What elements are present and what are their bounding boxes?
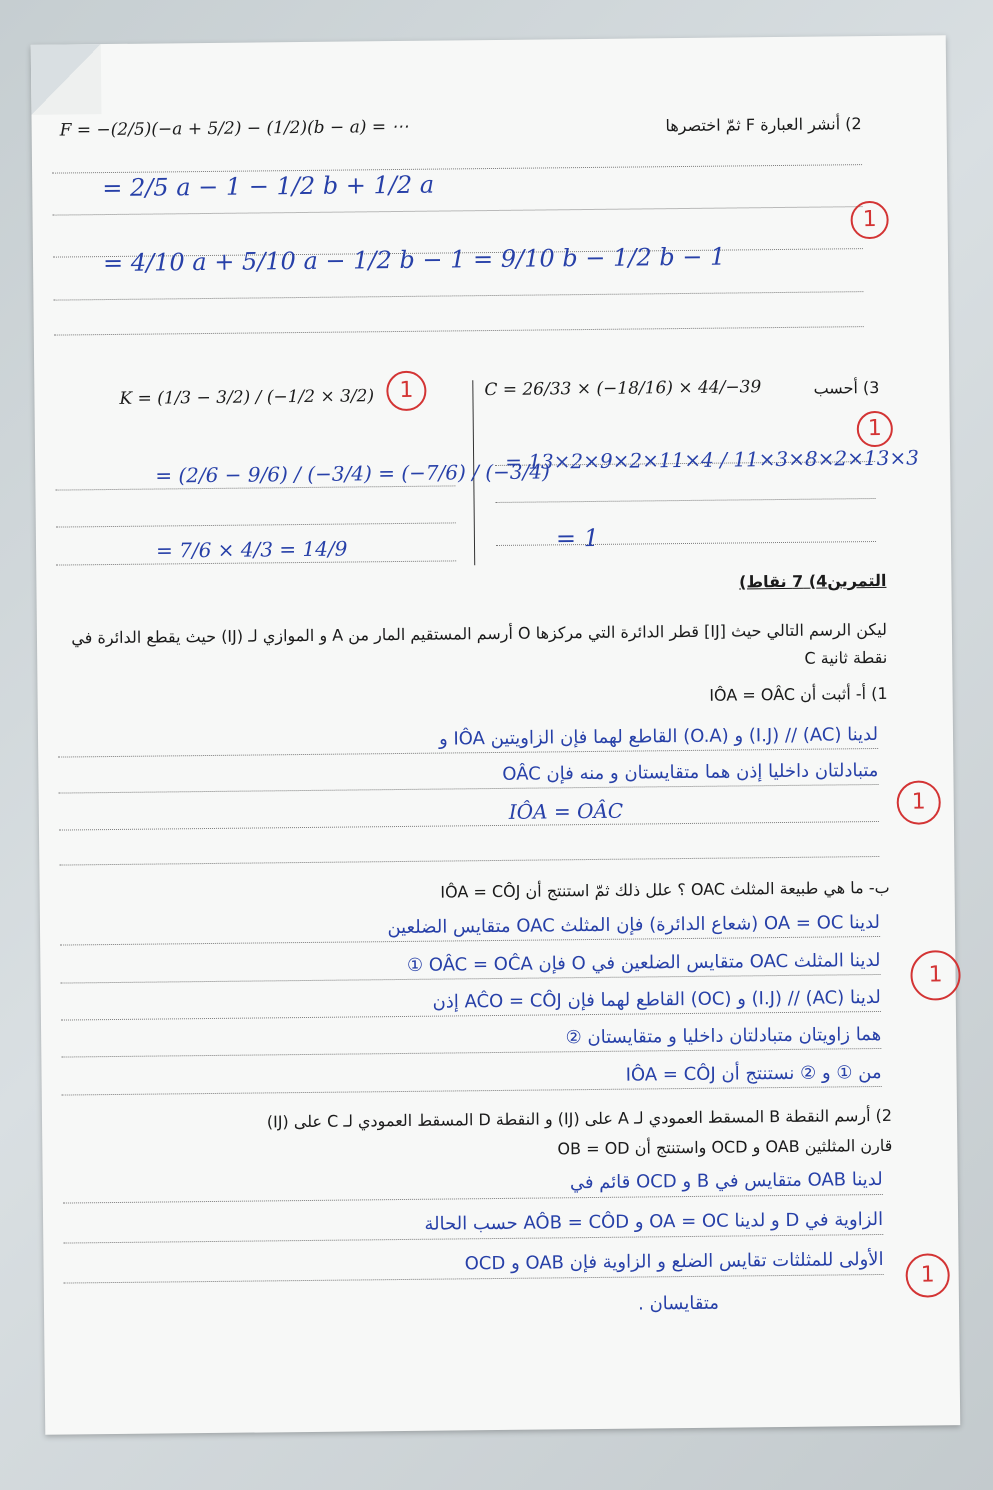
part1a-grade-circle: 1 bbox=[897, 780, 941, 824]
k-handwritten-line2: = 7/6 × 4/3 = 14/9 bbox=[155, 536, 348, 563]
answer1b-line1: لدينا OA = OC (شعاع الدائرة) فإن المثلث OAC متقايس الضلعين bbox=[387, 911, 881, 939]
answer1b-line2: لدينا المثلث OAC متقايس الضلعين في O فإن OÂC = OĈA ① bbox=[406, 949, 881, 976]
k-expression: K = (1/3 − 3/2) / (−1/2 × 3/2) bbox=[119, 386, 375, 409]
answer-line bbox=[54, 326, 864, 335]
folded-corner bbox=[31, 44, 102, 115]
answer-line bbox=[63, 1194, 883, 1204]
answer-line bbox=[61, 974, 881, 984]
part1a-question: 1) أ- أثبت أن IÔA = OÂC bbox=[709, 683, 888, 705]
k-grade-circle: 1 bbox=[386, 371, 426, 411]
answer1a-line3: IÔA = OÂC bbox=[508, 798, 624, 824]
answer2-line2: الزاوية في D و لدينا OA = OC و AÔB = CÔD حسب الحالة bbox=[424, 1208, 884, 1235]
answer2-line1: لدينا OAB متقايس في B و OCD قائم في bbox=[569, 1168, 883, 1194]
answer-line bbox=[53, 206, 863, 215]
answer-line bbox=[59, 856, 879, 866]
k-handwritten-line1: = (2/6 − 9/6) / (−3/4) = (−7/6) / (−3/4) bbox=[155, 459, 550, 488]
q2-expression: F = −(2/5)(−a + 5/2) − (1/2)(b − a) = ⋯ bbox=[59, 116, 409, 141]
c-grade-circle: 1 bbox=[857, 411, 893, 447]
q3-label: 3) أحسب bbox=[813, 377, 880, 398]
part1b-question: ب- ما هي طبيعة المثلث OAC ؟ علل ذلك ثمّ استنتج أن IÔA = CÔJ bbox=[440, 877, 890, 902]
q2-handwritten-line2: = 4/10 a + 5/10 a − 1/2 b − 1 = 9/10 b − 1/2 b − 1 bbox=[102, 242, 726, 278]
part2-question: 2) أرسم النقطة B المسقط العمودي لـ A على (IJ) و النقطة D المسقط العمودي لـ C على (IJ) bbox=[266, 1105, 893, 1132]
answer2-line3: الأولى للمثلثات تقايس الضلع و الزاوية فإن OAB و OCD bbox=[464, 1248, 884, 1275]
answer1a-line2: OÂC متبادلتان داخليا إذن هما متقايستان و منه فإن bbox=[502, 759, 879, 785]
answer1b-line5: من ① و ② نستنتج أن IÔA = CÔJ bbox=[625, 1061, 882, 1086]
q2-label: 2) أنشر العبارة F ثمّ اختصرها bbox=[665, 114, 862, 136]
answer-line bbox=[53, 291, 863, 300]
q2-handwritten-line1: = 2/5 a − 1 − 1/2 b + 1/2 a bbox=[102, 170, 435, 203]
c-handwritten-line1: = 13×2×9×2×11×4 / 11×3×8×2×13×3 bbox=[505, 445, 919, 474]
answer-line bbox=[60, 936, 880, 946]
part2-compare: قارن المثلثين OAB و OCD واستنتج أن OB = OD bbox=[557, 1135, 893, 1159]
answer2-line4: متقايسان . bbox=[637, 1292, 720, 1315]
answer-line bbox=[63, 1234, 883, 1244]
exam-sheet bbox=[31, 35, 961, 1435]
answer-line bbox=[59, 821, 879, 831]
answer1b-line3: لدينا (AC) // (I.J) و (OC) القاطع لهما فإن AĈO = CÔJ إذن bbox=[432, 986, 881, 1013]
answer-line bbox=[52, 164, 862, 173]
answer-line bbox=[496, 541, 876, 546]
c-handwritten-line2: = 1 bbox=[555, 523, 600, 553]
answer-line bbox=[61, 1011, 881, 1021]
answer-line bbox=[64, 1274, 884, 1284]
answer-line bbox=[58, 748, 878, 758]
answer-line bbox=[59, 784, 879, 794]
q2-grade-circle: 1 bbox=[850, 201, 888, 239]
answer-line bbox=[62, 1086, 882, 1096]
answer-line bbox=[61, 1048, 881, 1058]
answer-line bbox=[56, 522, 456, 527]
part1b-grade-circle: 1 bbox=[910, 950, 961, 1001]
exercise4-title: التمرين4) 7 نقاط) bbox=[738, 570, 887, 592]
exercise4-intro: ليكن الرسم التالي حيث [IJ] قطر الدائرة التي مركزها O أرسم المستقيم المار من A و الموازي لـ (IJ) حيث يقطع الدائرة في نقطة ثانية C bbox=[71, 619, 888, 668]
answer1b-line4: هما زاويتان متبادلتان داخليا و متقايستان ② bbox=[565, 1023, 882, 1049]
answer1a-line1: لدينا (AC) // (I.J) و (O.A) القاطع لهما فإن الزاويتين IÔA و bbox=[438, 723, 879, 750]
answer-line bbox=[496, 498, 876, 503]
c-expression: C = 26/33 × (−18/16) × 44/−39 bbox=[484, 377, 762, 401]
part2-grade-circle: 1 bbox=[905, 1253, 949, 1297]
